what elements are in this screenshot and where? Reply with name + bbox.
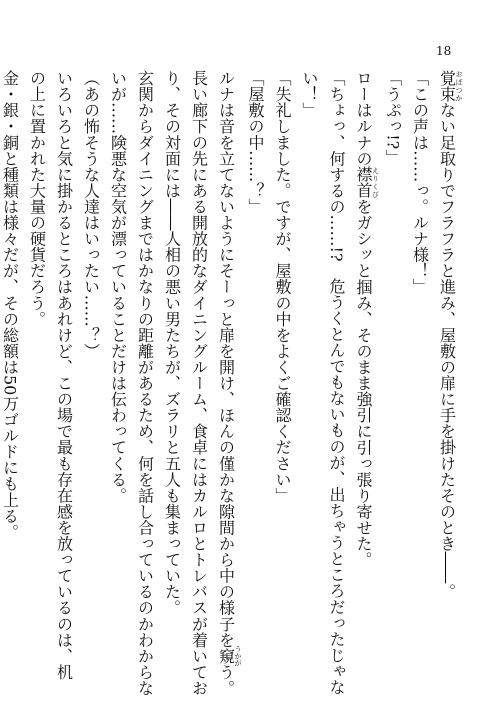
ruby-annotation: 窺うかが bbox=[216, 645, 242, 667]
text-line: 「うぷっ!?」 bbox=[383, 70, 403, 166]
text-line: 長い廊下の先にある開放的なダイニングルーム、食卓にはカルロとトレバスが着いてお bbox=[189, 70, 209, 696]
text-line: ローはルナの襟首えりくびをガシッと掴み、そのまま強引に引っ張り寄せた。 bbox=[354, 70, 380, 568]
text-line: いが……険悪な空気が漂っていることだけは伝わってくる。 bbox=[108, 70, 128, 504]
text-line: 金・銀・銅と種類は様々だが、その総額は50万ゴルドにも上る。 bbox=[0, 70, 20, 540]
text-line: （あの怖そうな人達はいったい……？） bbox=[81, 70, 101, 359]
text-line: いろいろと気に掛かるところはあれけど、この場で最も存在感を放っているのは、机 bbox=[54, 70, 74, 680]
text-line: 「ちょっ、何するの……!? 危うくとんでもないものが、出ちゃうところだったじゃな bbox=[327, 70, 346, 696]
ruby-annotation: 襟首えりくび bbox=[354, 166, 380, 199]
text-line: り、その対面には――人相の悪い男たちが、ズラリと五人も集まっていた。 bbox=[162, 70, 182, 616]
text-line: の上に置かれた大量の硬貨だろう。 bbox=[27, 70, 47, 327]
text-line: 「この声は……っ。ルナ様！」 bbox=[410, 70, 430, 295]
ruby-annotation: 覚束おぼつか bbox=[437, 70, 463, 103]
text-line: い！」 bbox=[300, 70, 319, 119]
text-line: 「失礼しました。ですが、屋敷の中をよくご確認ください」 bbox=[273, 70, 292, 504]
text-line: 「屋敷の中……？」 bbox=[246, 70, 265, 215]
text-line: 玄関からダイニングまではかなりの距離があるため、何を話し合っているのかわからな bbox=[135, 70, 155, 696]
text-line: ルナは音を立てないようにそーっと扉を開け、ほんの僅かな隙間から中の様子を窺うかがう。 bbox=[216, 70, 242, 696]
page-number: 18 bbox=[436, 44, 452, 58]
body-text bbox=[0, 70, 463, 696]
text-line: 覚束おぼつかない足取りでフラフラと進み、屋敷の扉に手を掛けたそのとき――。 bbox=[437, 70, 463, 600]
